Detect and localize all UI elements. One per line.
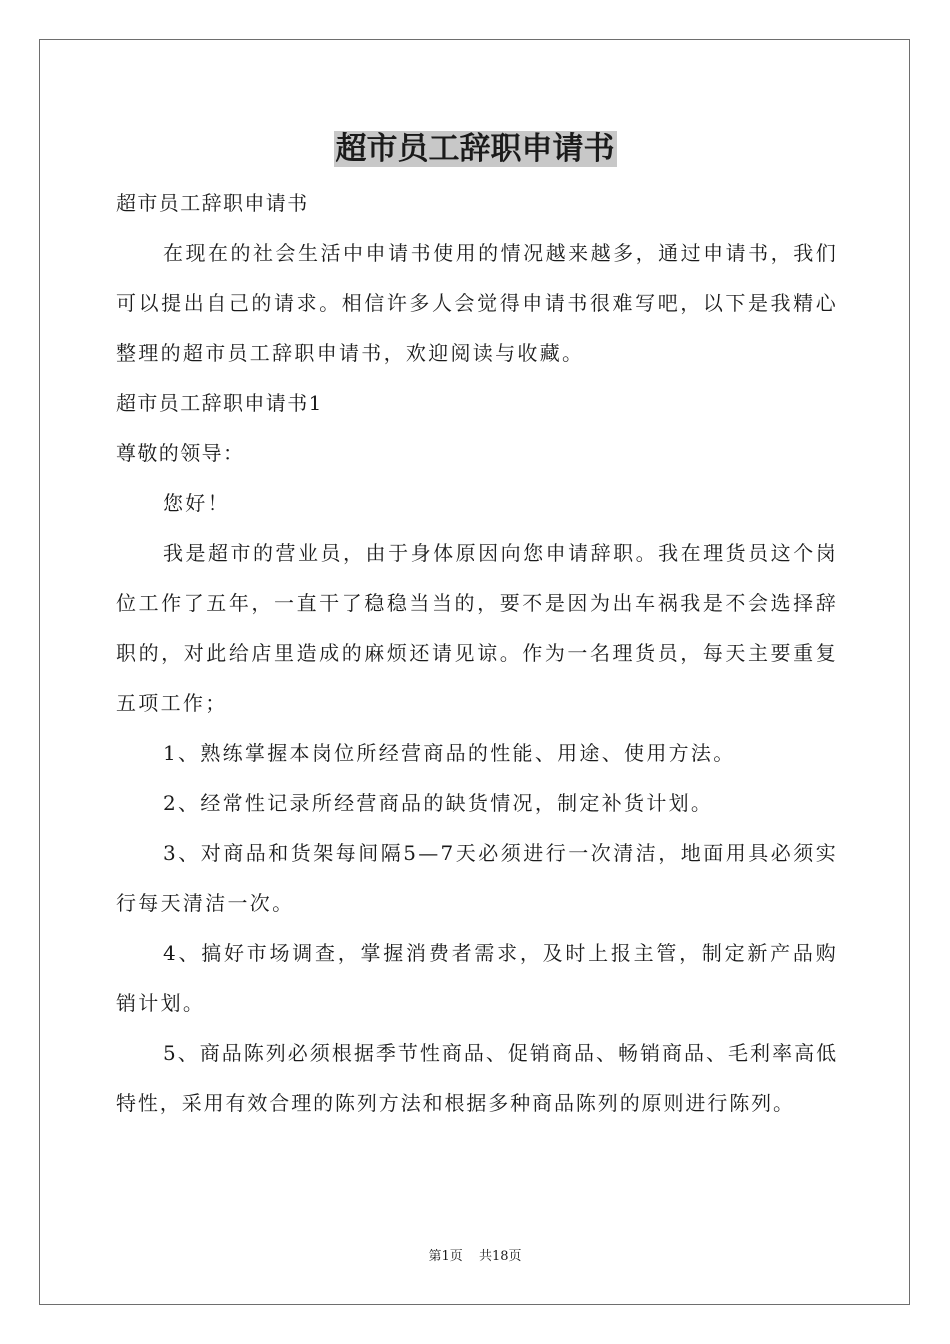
intro-paragraph: 在现在的社会生活中申请书使用的情况越来越多，通过申请书，我们可以提出自己的请求。相信许多人会觉得申请书很难写吧，以下是我精心整理的超市员工辞职申请书，欢迎阅读与收藏。 (116, 241, 838, 365)
greeting: 您好！ (163, 491, 230, 515)
main-paragraph: 我是超市的营业员，由于身体原因向您申请辞职。我在理货员这个岗位工作了五年，一直干了稳稳当当的，要不是因为出车祸我是不会选择辞职的，对此给店里造成的麻烦还请见谅。作为一名理货员，每天主要重复五项工作； (116, 541, 838, 715)
total-pages: 共18页 (478, 1249, 522, 1264)
duty-item-3: 3、对商品和货架每间隔5—7天必须进行一次清洁，地面用具必须实行每天清洁一次。 (116, 841, 838, 915)
duty-item-4: 4、搞好市场调查，掌握消费者需求，及时上报主管，制定新产品购销计划。 (116, 941, 838, 1015)
section-heading: 超市员工辞职申请书1 (116, 391, 323, 415)
duty-item-5: 5、商品陈列必须根据季节性商品、促销商品、畅销商品、毛利率高低特性，采用有效合理的陈列方法和根据多种商品陈列的原则进行陈列。 (116, 1041, 838, 1115)
duty-item-2: 2、经常性记录所经营商品的缺货情况，制定补货计划。 (163, 791, 714, 815)
document-title-text: 超市员工辞职申请书 (335, 131, 615, 167)
document-title (0, 127, 950, 171)
page-number: 第1页 (428, 1249, 463, 1264)
salutation: 尊敬的领导： (116, 441, 245, 465)
document-body (116, 178, 838, 1128)
page-footer (0, 1248, 950, 1266)
subtitle: 超市员工辞职申请书 (116, 191, 309, 215)
duty-item-1: 1、熟练掌握本岗位所经营商品的性能、用途、使用方法。 (163, 741, 736, 765)
